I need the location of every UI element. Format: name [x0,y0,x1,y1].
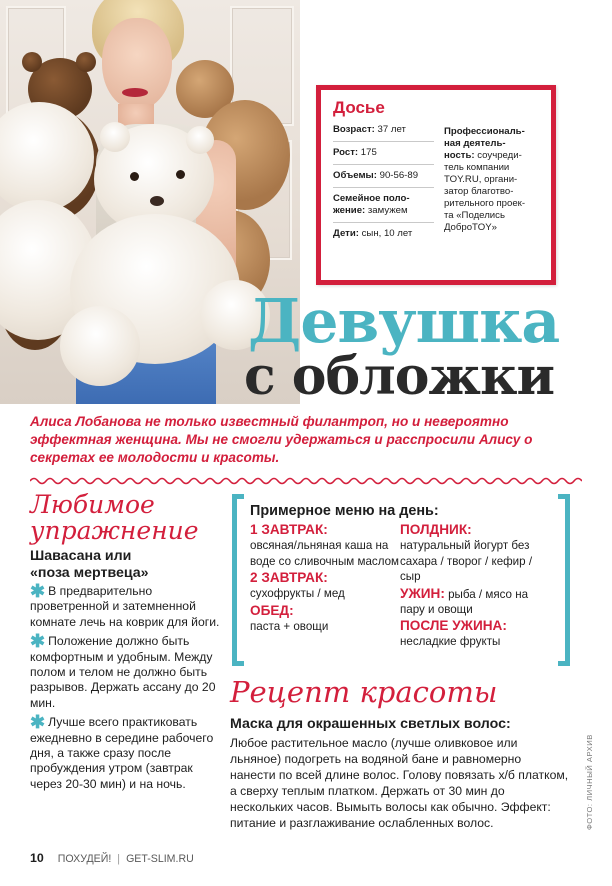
menu-lunch-head: ОБЕД: [250,602,294,618]
exercise-section-title: Любимое упражнение [30,490,199,545]
recipe-section-title: Рецепт красоты [230,675,498,709]
dossier-children: Дети: сын, 10 лет [333,222,434,245]
menu-dinner-head: УЖИН: [400,585,445,601]
exercise-body [30,581,220,796]
headline-line-1: Девушка [248,287,560,357]
exercise-step: ✱ Лучше всего практиковать ежедневно в середине рабочего дня, а также сразу после пробуждения утром (завтрак через 20-30 мин) и на ночь. [30,712,214,791]
asterisk-bullet-icon: ✱ [30,631,46,652]
bear-ear [100,122,130,152]
lead-paragraph: Алиса Лобанова не только известный филантроп, но и невероятно эффектная женщина. Мы не смогли удержаться и расспросили Алису о секретах ее молодости и красоты. [30,414,533,465]
bear-eye [130,172,139,181]
dossier-title: Досье [333,98,385,117]
menu-column-left [250,522,400,635]
dossier-height: Рост: 175 [333,141,434,164]
white-bear-paw [60,306,140,386]
menu-breakfast-1-head: 1 ЗАВТРАК: [250,522,328,537]
dossier-box [316,85,556,285]
dossier-facts [333,124,434,245]
asterisk-bullet-icon: ✱ [30,712,46,733]
menu-dinner-text: рыба / мясо на пару и овощи [400,587,529,617]
magazine-name: ПОХУДЕЙ! [57,853,112,865]
menu-breakfast-2-text: сухофрукты / мед [250,587,345,601]
menu-breakfast-1-text: овсяная/льняная каша на воде со сливочным маслом [250,539,400,568]
dossier-marital-status: Семейное поло- жение: замужем [333,187,434,222]
recipe-body: Любое растительное масло (лучше оливковое или льняное) подогреть на водяной бане и равномерно нанести по всей длине волос. Голову повязать х/б платком, а сверху теплым платком. Держать от 30 мин до нескольких часов. Вымыть волосы как обычно. Эффект: питание и разглаживание ослабленных волос. [230,736,569,830]
menu-bracket-right [558,494,570,666]
menu-breakfast-2-head: 2 ЗАВТРАК: [250,570,328,586]
wavy-divider [30,476,582,486]
exercise-step: ✱ В предварительно проветренной и затемненной комнате лечь на коврик для йоги. [30,581,220,629]
recipe-subtitle: Маска для окрашенных светлых волос: [230,716,511,732]
menu-dinner [400,586,550,618]
bear-ear [22,52,42,72]
headline-line-2: с обложки [244,346,555,407]
menu-column-right [400,522,550,651]
photo-credit: ФОТО: ЛИЧНЫЙ АРХИВ [585,734,594,830]
dossier-profession: Профессиональ- ная деятель- ность: соучреди- тель компании TOY.RU, органи- затор благотво- рительного проек- та «Поделись ДоброTOY» [443,126,526,233]
menu-snack-head: ПОЛДНИК: [400,522,472,537]
menu-after-dinner-text: несладкие фрукты [400,634,501,648]
menu-snack-text: натуральный йогурт без сахара / творог / кефир / сыр [400,539,533,584]
exercise-step: ✱ Положение должно быть комфортным и удобным. Между полом и телом не должно быть разрывов. Держать ассану до 20 мин. [30,631,216,710]
exercise-subtitle: Шавасана или «поза мертвеца» [30,548,149,581]
lips [122,88,148,97]
menu-title: Примерное меню на день: [250,503,439,519]
footer-separator: | [117,853,121,865]
bear-eye [176,170,185,179]
site-url: GET-SLIM.RU [126,853,194,865]
bear-ear [76,52,96,72]
menu-after-dinner-head: ПОСЛЕ УЖИНА: [400,617,507,633]
menu-bracket-left [232,494,244,666]
dossier-age: Возраст: 37 лет [333,124,406,135]
bear-ear [186,126,214,154]
page-footer [30,851,194,865]
dossier-measurements: Объемы: 90-56-89 [333,164,434,187]
menu-lunch-text: паста + овощи [250,619,329,633]
page-number: 10 [30,851,44,865]
asterisk-bullet-icon: ✱ [30,581,46,601]
bear-nose [150,196,164,206]
